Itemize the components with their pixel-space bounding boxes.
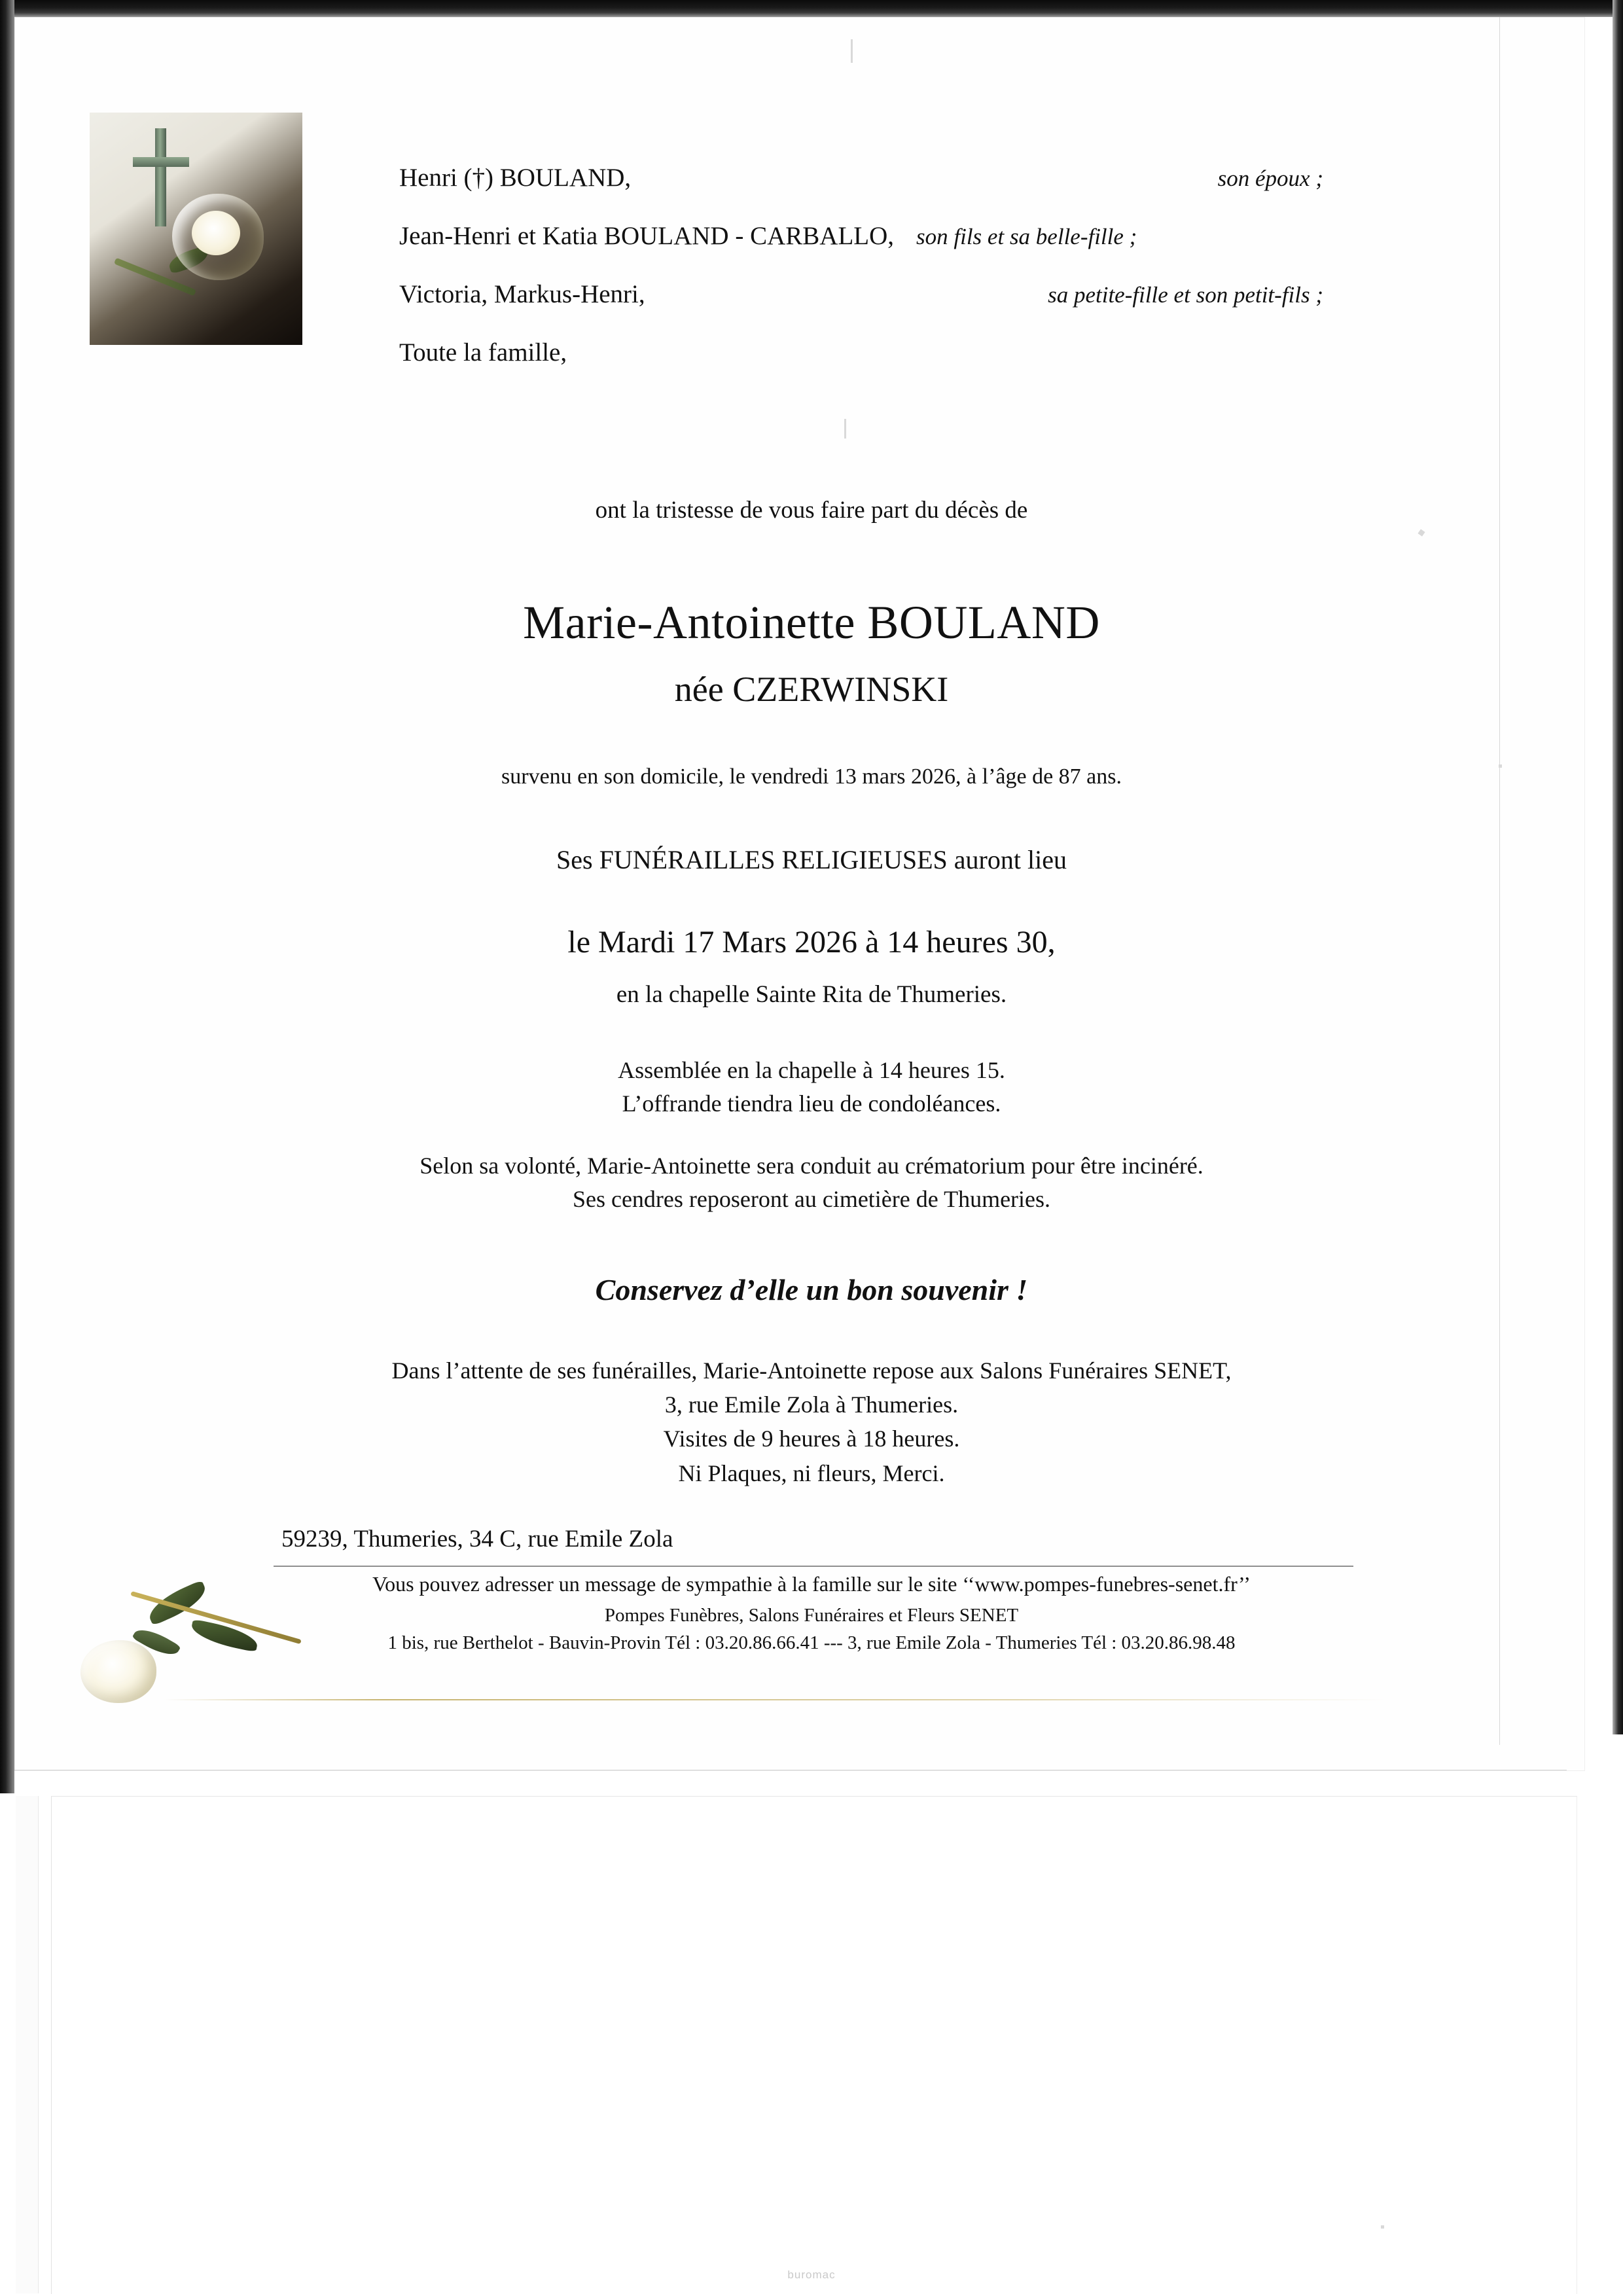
deceased-maiden-name: née CZERWINSKI (674, 670, 949, 709)
scan-watermark: buromac (787, 2269, 836, 2281)
footer-divider (274, 1566, 1353, 1567)
repose-line-2: 3, rue Emile Zola à Thumeries. (664, 1391, 959, 1418)
family-member-name: Toute la famille, (399, 338, 567, 367)
white-rose-icon (172, 194, 264, 280)
deceased-name: Marie-Antoinette BOULAND (523, 596, 1100, 649)
funeral-datetime: le Mardi 17 Mars 2026 à 14 heures 30, (567, 925, 1056, 960)
family-member-name: Victoria, Markus-Henri, (399, 280, 645, 308)
family-member-relation: sa petite-fille et son petit-fils ; (1048, 282, 1323, 308)
scan-left-gutter (16, 1796, 39, 2293)
repose-line-1: Dans l’attente de ses funérailles, Marie-Antoinette repose aux Salons Funéraires SENET, (391, 1357, 1232, 1384)
family-member-relation: son fils et sa belle-fille ; (916, 224, 1137, 249)
scan-speck (1381, 2225, 1384, 2229)
repose-block (0, 1354, 1623, 1490)
family-row (399, 223, 1335, 249)
family-row (399, 165, 1335, 190)
repose-line-4: Ni Plaques, ni fleurs, Merci. (678, 1460, 945, 1486)
family-row (399, 281, 1335, 307)
funeral-place: en la chapelle Sainte Rita de Thumeries. (616, 981, 1007, 1008)
blank-lower-sheet (51, 1796, 1577, 2294)
scan-speck (844, 419, 846, 439)
cross-and-rose-photo (90, 113, 302, 345)
death-details: survenu en son domicile, le vendredi 13 mars 2026, à l’âge de 87 ans. (501, 764, 1122, 789)
footer-website-text: Vous pouvez adresser un message de sympathie à la famille sur le site ‘‘www.pompes-funebres-senet.fr’’ (372, 1572, 1251, 1596)
ashes-note: Ses cendres reposeront au cimetière de Thumeries. (572, 1186, 1051, 1213)
scan-left-edge (0, 0, 14, 1793)
family-member-relation: son époux ; (1217, 166, 1323, 191)
white-rose-icon (80, 1640, 156, 1703)
gathering-block (0, 1054, 1623, 1121)
footer-company-name: Pompes Funèbres, Salons Funéraires et Fleurs SENET (604, 1605, 1019, 1626)
gathering-time: Assemblée en la chapelle à 14 heures 15. (618, 1057, 1005, 1083)
cremation-block (0, 1149, 1623, 1216)
family-row (399, 340, 1335, 365)
souvenir-message: Conservez d’elle un bon souvenir ! (595, 1273, 1028, 1306)
rose-leaf-icon (144, 1580, 211, 1626)
family-member-name: Henri (†) BOULAND, (399, 164, 632, 192)
repose-line-3: Visites de 9 heures à 18 heures. (663, 1426, 960, 1452)
family-address: 59239, Thumeries, 34 C, rue Emile Zola (281, 1526, 673, 1552)
funeral-intro: Ses FUNÉRAILLES RELIGIEUSES auront lieu (556, 845, 1067, 874)
family-list (399, 165, 1335, 398)
footer-contact-details: 1 bis, rue Berthelot - Bauvin-Provin Tél : 03.20.86.66.41 --- 3, rue Emile Zola - Thumeries Tél : 03.20.86.98.48 (387, 1632, 1236, 1653)
announcement-text: ont la tristesse de vous faire part du décès de (595, 497, 1028, 524)
family-member-name: Jean-Henri et Katia BOULAND - CARBALLO, (399, 222, 895, 250)
scan-speck (851, 39, 853, 63)
white-rose-photo (62, 1577, 317, 1708)
footer-gold-divider (164, 1699, 1387, 1700)
scan-top-edge (0, 0, 1623, 17)
cremation-note: Selon sa volonté, Marie-Antoinette sera conduit au crématorium pour être incinéré. (419, 1153, 1204, 1179)
offering-note: L’offrande tiendra lieu de condoléances. (622, 1090, 1001, 1117)
rose-leaf-icon (189, 1619, 260, 1653)
